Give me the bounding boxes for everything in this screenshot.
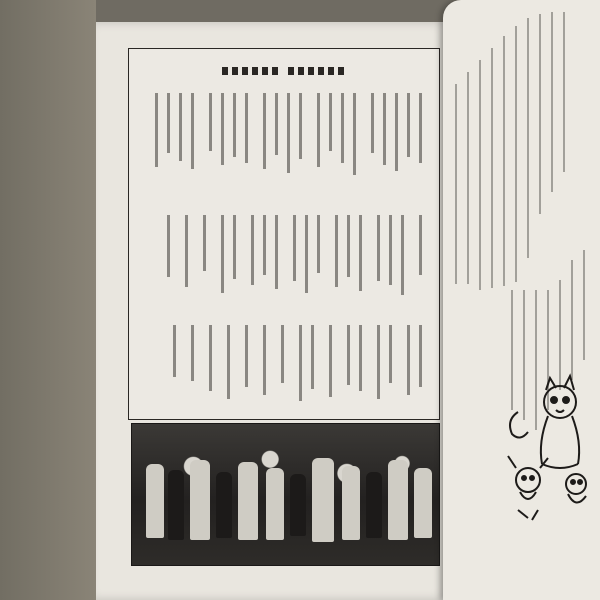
toc-entry-line — [227, 325, 230, 399]
text-line — [479, 60, 481, 290]
dancer-figure — [290, 474, 306, 536]
toc-entry-line — [275, 93, 278, 155]
toc-entry-line — [251, 215, 254, 285]
toc-entry-line — [395, 93, 398, 171]
toc-upper-entries — [139, 93, 429, 203]
toc-entry-line — [233, 215, 236, 279]
toc-entry-line — [221, 93, 224, 165]
toc-entry-line — [377, 215, 380, 281]
text-line — [563, 12, 565, 172]
toc-entry-line — [155, 93, 158, 167]
toc-entry-line — [191, 93, 194, 169]
text-line — [539, 14, 541, 214]
cartoon-illustration — [498, 372, 598, 522]
toc-entry-line — [317, 215, 320, 273]
toc-entry-line — [167, 215, 170, 277]
text-line — [551, 12, 553, 192]
toc-entry-line — [419, 215, 422, 275]
toc-entry-line — [329, 325, 332, 397]
toc-entry-line — [359, 215, 362, 291]
toc-entry-line — [347, 325, 350, 385]
toc-entry-line — [329, 93, 332, 151]
toc-entry-line — [263, 325, 266, 395]
toc-entry-line — [203, 215, 206, 271]
toc-entry-line — [173, 325, 176, 377]
toc-entry-line — [347, 215, 350, 277]
text-line — [515, 26, 517, 282]
toc-entry-line — [389, 325, 392, 383]
dancer-figure — [216, 472, 232, 538]
toc-entry-line — [305, 215, 308, 293]
text-line — [467, 72, 469, 284]
dancer-figure — [266, 468, 284, 540]
toc-entry-line — [209, 93, 212, 151]
toc-entry-line — [167, 93, 170, 153]
toc-entry-line — [299, 93, 302, 159]
toc-entry-line — [233, 93, 236, 157]
toc-entry-line — [293, 215, 296, 281]
toc-entry-line — [287, 93, 290, 173]
toc-entry-line — [377, 325, 380, 399]
toc-entry-line — [281, 325, 284, 383]
dancer-figure — [190, 460, 210, 540]
toc-entry-line — [419, 325, 422, 387]
text-line — [527, 18, 529, 258]
dancer-figure — [388, 460, 408, 540]
toc-entry-line — [275, 215, 278, 289]
text-line — [503, 36, 505, 286]
toc-entry-line — [263, 215, 266, 275]
toc-entry-line — [245, 325, 248, 387]
toc-entry-line — [263, 93, 266, 169]
toc-entry-line — [353, 93, 356, 175]
table-of-contents — [128, 48, 440, 420]
dancer-figure — [168, 470, 184, 540]
text-line — [491, 48, 493, 288]
text-line — [455, 84, 457, 284]
header-ornament-left — [222, 67, 280, 75]
dance-photo — [131, 423, 440, 566]
toc-entry-line — [371, 93, 374, 153]
toc-lower-entries — [139, 325, 429, 435]
toc-entry-line — [389, 215, 392, 285]
toc-entry-line — [419, 93, 422, 163]
toc-entry-line — [185, 215, 188, 287]
toc-entry-line — [359, 325, 362, 391]
toc-entry-line — [335, 215, 338, 287]
toc-entry-line — [221, 215, 224, 293]
dancer-figure — [342, 466, 360, 540]
text-line — [571, 260, 573, 380]
toc-entry-line — [191, 325, 194, 381]
dancer-figure — [414, 468, 432, 538]
background-left — [0, 0, 96, 600]
toc-entry-line — [299, 325, 302, 401]
toc-entry-line — [407, 93, 410, 157]
toc-entry-line — [311, 325, 314, 389]
dancer-figure — [238, 462, 258, 540]
dancer-figure — [146, 464, 164, 538]
toc-entry-line — [179, 93, 182, 161]
toc-entry-line — [245, 93, 248, 163]
toc-entry-line — [401, 215, 404, 295]
text-line — [583, 250, 585, 360]
toc-entry-line — [317, 93, 320, 167]
toc-middle-entries — [139, 215, 429, 325]
toc-entry-line — [209, 325, 212, 391]
toc-header — [129, 63, 439, 83]
dancer-figure — [366, 472, 382, 538]
header-ornament-right — [288, 67, 346, 75]
toc-entry-line — [341, 93, 344, 163]
toc-entry-line — [383, 93, 386, 165]
dancer-figure — [312, 458, 334, 542]
dancing-cats-drawing — [498, 372, 598, 522]
toc-entry-line — [407, 325, 410, 395]
